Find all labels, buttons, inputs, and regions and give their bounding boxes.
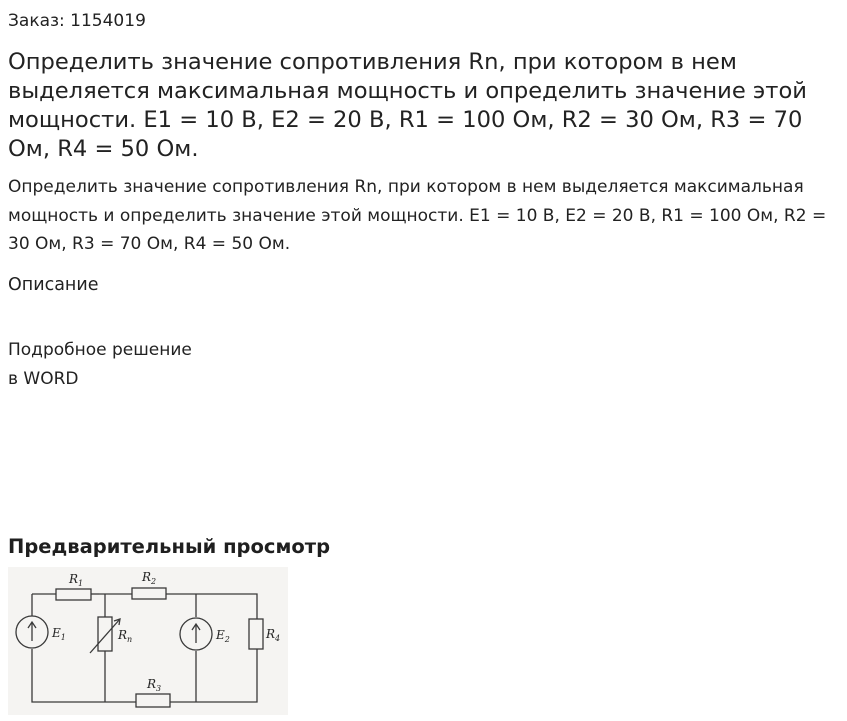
label-r3: $R_3$ bbox=[147, 677, 162, 693]
task-title: Определить значение сопротивления Rn, при котором в нем выделяется максимальная мощность и определить значение этой мощности. E1 = 10 В, E2 = 20 В, R1 = 100 Ом, R2 = 30 Ом, R3 = 70 Ом, R4 = 50 Ом. bbox=[8, 49, 807, 162]
resistor-r4 bbox=[249, 619, 263, 649]
order-number: Заказ: 1154019 bbox=[8, 11, 146, 31]
resistor-r1 bbox=[56, 589, 91, 600]
label-e1: $E_1$ bbox=[52, 626, 66, 642]
circuit-diagram bbox=[8, 567, 288, 715]
label-e2: $E_2$ bbox=[216, 628, 230, 644]
label-r4: $R_4$ bbox=[266, 627, 281, 643]
preview-image[interactable] bbox=[8, 567, 288, 715]
preview-heading: Предварительный просмотр bbox=[8, 535, 331, 558]
label-r2: $R_2$ bbox=[142, 570, 157, 586]
label-rn: $R_n$ bbox=[118, 628, 133, 644]
solution-note bbox=[8, 336, 192, 393]
resistor-rn bbox=[98, 617, 112, 651]
solution-line-2: в WORD bbox=[8, 368, 79, 389]
solution-line-1: Подробное решение bbox=[8, 340, 192, 360]
resistor-r3 bbox=[136, 694, 170, 707]
task-description: Определить значение сопротивления Rn, при котором в нем выделяется максимальная мощность и определить значение этой мощности. E1 = 10 В, E2 = 20 В, R1 = 100 Ом, R2 = 30 Ом, R3 = 70 Ом, R4 = 50 Ом. bbox=[8, 177, 827, 254]
description-heading: Описание bbox=[8, 275, 99, 295]
resistor-r2 bbox=[132, 588, 166, 599]
wire-left bbox=[32, 594, 257, 702]
label-r1: $R_1$ bbox=[69, 572, 84, 588]
